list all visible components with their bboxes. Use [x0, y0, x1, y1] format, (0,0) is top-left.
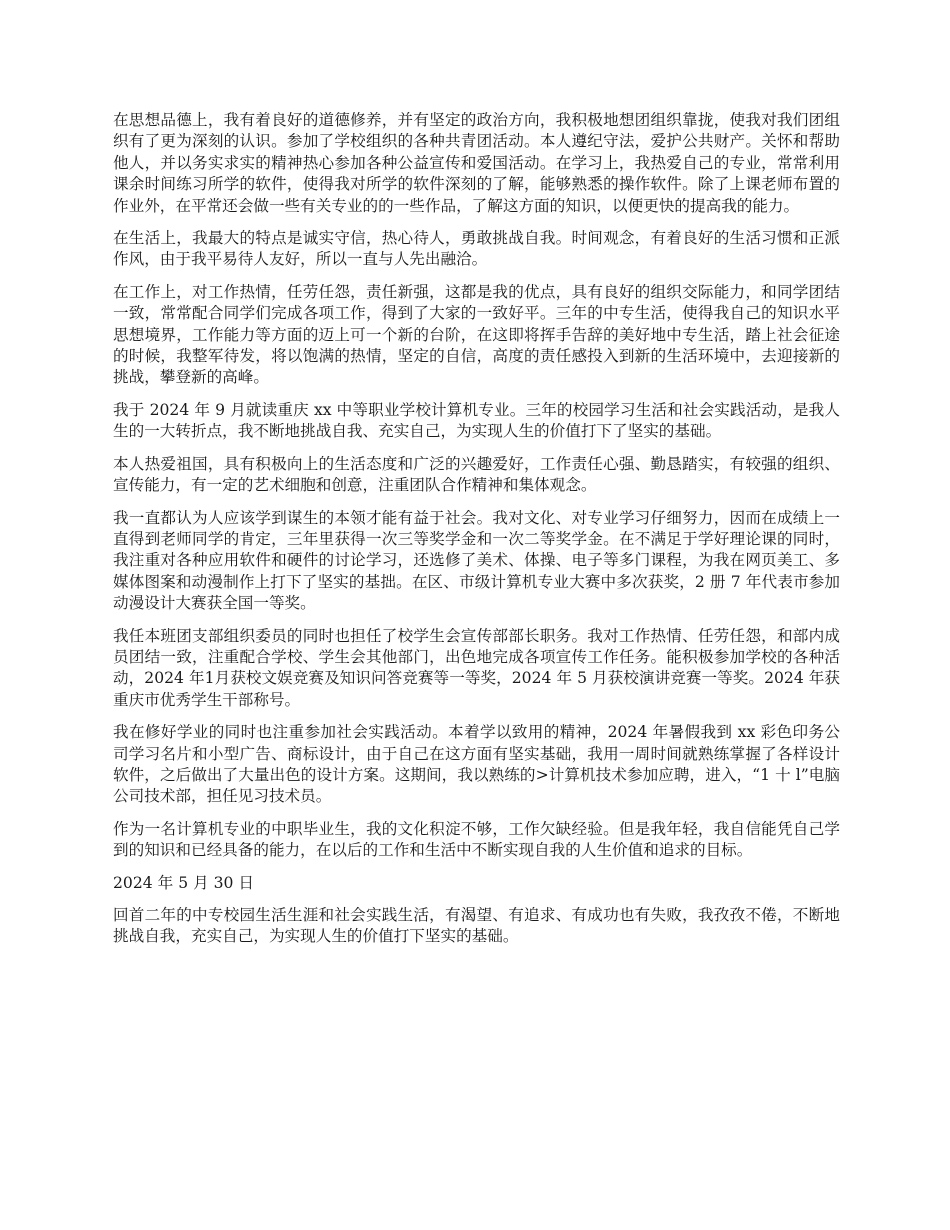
paragraph-life: 在生活上，我最大的特点是诚实守信，热心待人，勇敢挑战自我。时间观念，有着良好的生活习惯和正派作风，由于我平易待人友好，所以一直与人先出融洽。 [113, 229, 840, 269]
paragraph-work: 在工作上，对工作热情，任劳任怨，责任新强，这都是我的优点，具有良好的组织交际能力，和同学团结一致，常常配合同学们完成各项工作，得到了大家的一致好平。三年的中专生活，使得我自己的知识水平思想境界，工作能力等方面的迈上可一个新的台阶，在这即将挥手告辞的美好地中专生活，踏上社会征途的时候，我整军待发，将以饱满的热情，坚定的自信，高度的责任感投入到新的生活环境中，去迎接新的挑战，攀登新的高峰。 [113, 282, 840, 387]
document-body [113, 110, 840, 959]
paragraph-retrospect: 回首二年的中专校园生活生涯和社会实践生活，有渴望、有追求、有成功也有失败，我孜孜不倦，不断地挑战自我，充实自己，为实现人生的价值打下坚实的基础。 [113, 906, 840, 946]
paragraph-self-assessment: 作为一名计算机专业的中职毕业生，我的文化积淀不够，工作欠缺经验。但是我年轻，我自信能凭自己学到的知识和已经具备的能力，在以后的工作和生活中不断实现自我的人生价值和追求的目标。 [113, 819, 840, 860]
paragraph-personality: 本人热爱祖国，具有积极向上的生活态度和广泛的兴趣爱好，工作责任心强、勤恳踏实，有较强的组织、宣传能力，有一定的艺术细胞和创意，注重团队合作精神和集体观念。 [113, 454, 840, 495]
paragraph-student-union: 我任本班团支部组织委员的同时也担任了校学生会宣传部部长职务。我对工作热情、任劳任怨，和部内成员团结一致，注重配合学校、学生会其他部门，出色地完成各项宣传工作任务。能积极参加学校的各种活动，2024 年1月获校文娱竞赛及知识问答竞赛等一等奖，2024 年 5 月获校演讲竞赛一等奖。2024 年获重庆市优秀学生干部称号。 [113, 626, 840, 709]
paragraph-enrollment: 我于 2024 年 9 月就读重庆 xx 中等职业学校计算机专业。三年的校园学习生活和社会实践活动，是我人生的一大转折点，我不断地挑战自我、充实自己，为实现人生的价值打下了坚实的基础。 [113, 400, 840, 441]
document-date: 2024 年 5 月 30 日 [113, 873, 255, 892]
paragraph-social-practice: 我在修好学业的同时也注重参加社会实践活动。本着学以致用的精神，2024 年暑假我到 xx 彩色印务公司学习名片和小型广告、商标设计，由于自己在这方面有坚实基础，我用一周时间就熟练掌握了各样设计软件，之后做出了大量出色的设计方案。这期间，我以熟练的>计算机技术参加应聘，进入，“1 十 l”电脑公司技术部，担任见习技术员。 [113, 723, 840, 806]
paragraph-moral-character: 在思想品德上，我有着良好的道德修养，并有坚定的政治方向，我积极地想团组织靠拢，使我对我们团组织有了更为深刻的认识。参加了学校组织的各种共青团活动。本人遵纪守法，爱护公共财产。关怀和帮助他人，并以务实求实的精神热心参加各种公益宣传和爱国活动。在学习上，我热爱自己的专业，常常利用课余时间练习所学的软件，使得我对所学的软件深刻的了解，能够熟悉的操作软件。除了上课老师布置的作业外，在平常还会做一些有关专业的的一些作品，了解这方面的知识，以便更快的提高我的能力。 [113, 111, 840, 215]
paragraph-study: 我一直都认为人应该学到谋生的本领才能有益于社会。我对文化、对专业学习仔细努力，因而在成绩上一直得到老师同学的肯定，三年里获得一次三等奖学金和一次二等奖学金。在不满足于学好理论课的同时，我注重对各种应用软件和硬件的讨论学习，还选修了美术、体操、电子等多门课程，为我在网页美工、多媒体图案和动漫制作上打下了坚实的基拙。在区、市级计算机专业大赛中多次获奖，2 册 7 年代表市参加动漫设计大赛获全国一等奖。 [113, 508, 840, 613]
